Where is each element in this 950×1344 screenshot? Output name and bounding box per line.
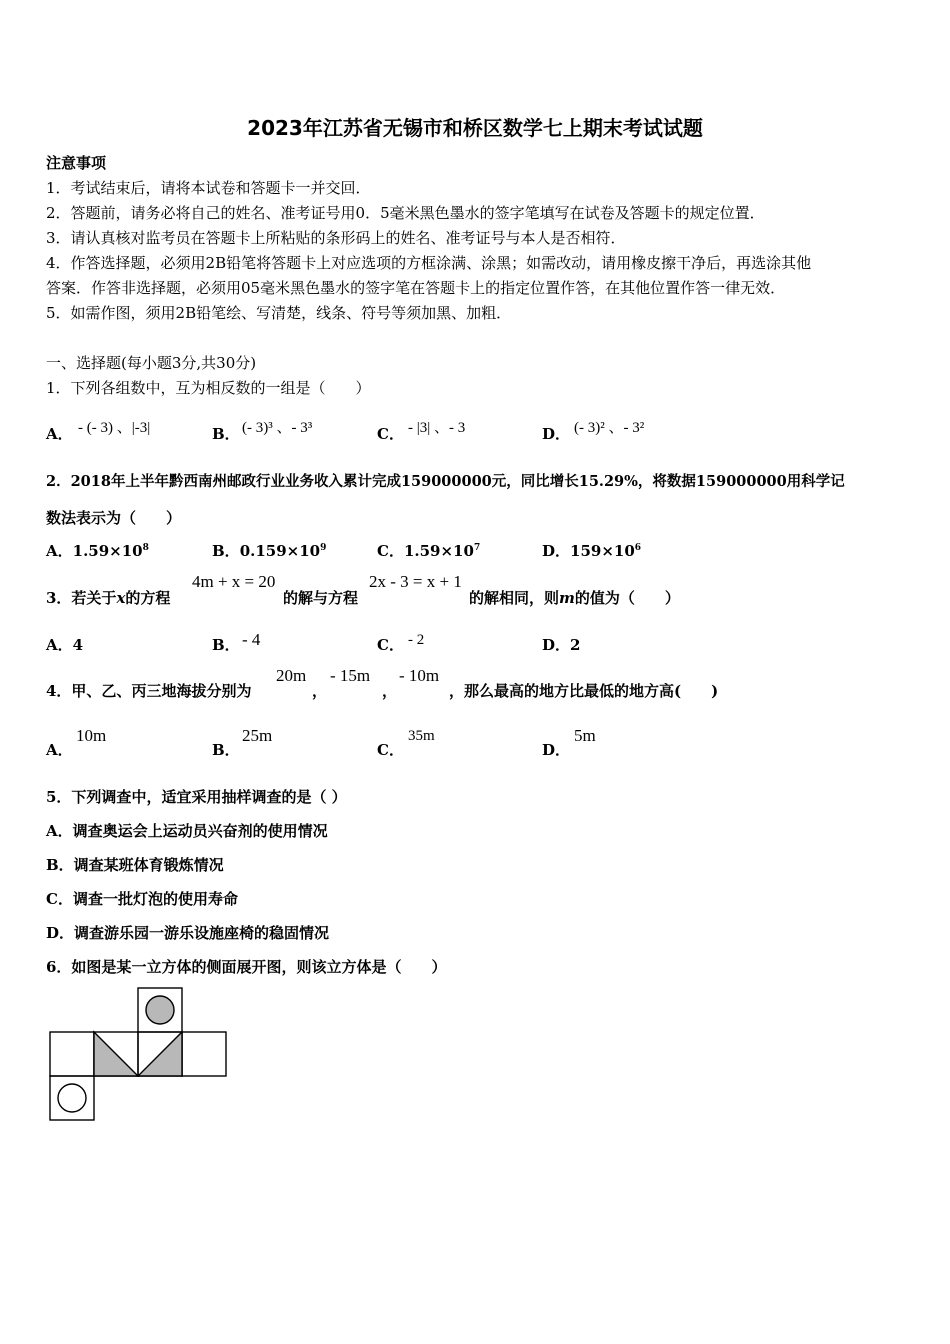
q2-option-d: D．$159\times 10^6$ <box>542 542 642 560</box>
q5-option-b: B．调查某班体育锻炼情况 <box>46 856 224 874</box>
q4-stem-part1: 4．甲、乙、丙三地海拔分别为 <box>46 682 252 700</box>
q3-stem-part1: 3．若关于x的方程 <box>46 589 171 607</box>
q4-option-b-label: B． <box>212 741 240 759</box>
q3-stem-part3: 的解相同，则m的值为（ ） <box>469 589 680 607</box>
q1-option-d: (- 3)² 、- 3² <box>574 420 645 436</box>
q4-value-2: - 15m <box>330 666 371 685</box>
shaded-triangle-right <box>138 1032 182 1076</box>
q6-stem: 6．如图是某一立方体的侧面展开图，则该立方体是（ ） <box>46 958 447 976</box>
q4-value-1: 20m <box>276 666 307 685</box>
q5-option-c: C．调查一批灯泡的使用寿命 <box>46 890 238 908</box>
q1-option-c-label: C． <box>377 425 404 443</box>
q2-stem-1: 2．2018年上半年黔西南州邮政行业业务收入累计完成159000000元，同比增长15.29%，将数据159000000用科学记 <box>46 473 845 490</box>
q3-option-c-label: C． <box>377 636 404 654</box>
q5-option-d: D．调查游乐园一游乐设施座椅的稳固情况 <box>46 924 330 942</box>
section-heading: 一、选择题(每小题3分,共30分) <box>46 354 257 372</box>
q3-option-b: - 4 <box>242 630 261 649</box>
q4-stem-part2: ，那么最高的地方比最低的地方高( ) <box>449 682 719 700</box>
q4-option-a: 10m <box>76 726 107 745</box>
q4-sep-2: ， <box>382 682 398 700</box>
q4-option-c: 35m <box>408 728 435 744</box>
note-2: 2．答题前，请务必将自己的姓名、准考证号用0．5毫米黑色墨水的签字笔填写在试卷及答题卡的规定位置． <box>46 204 765 222</box>
q3-option-b-label: B． <box>212 636 240 654</box>
cube-net-figure <box>48 987 230 1121</box>
shaded-triangle-left <box>94 1032 138 1076</box>
q1-option-d-label: D． <box>542 425 571 443</box>
net-square-4 <box>182 1032 226 1076</box>
q2-option-a: A．$1.59\times 10^8$ <box>46 542 149 560</box>
q4-option-b: 25m <box>242 726 273 745</box>
empty-circle-shape <box>58 1084 86 1112</box>
q5-stem: 5．下列调查中，适宜采用抽样调查的是（ ） <box>46 788 347 806</box>
note-4-cont: 答案．作答非选择题，必须用05毫米黑色墨水的签字笔在答题卡上的指定位置作答，在其他位置作答一律无效． <box>46 279 786 297</box>
q1-option-a-label: A． <box>46 425 73 443</box>
note-3: 3．请认真核对监考员在答题卡上所粘贴的条形码上的姓名、准考证号与本人是否相符． <box>46 229 626 247</box>
note-4: 4．作答选择题，必须用2B铅笔将答题卡上对应选项的方框涂满、涂黑；如需改动，请用橡皮擦干净后，再选涂其他 <box>46 254 812 272</box>
q1-option-b: (- 3)³ 、- 3³ <box>242 420 313 436</box>
q2-stem-2: 数法表示为（ ） <box>46 509 182 527</box>
q3-option-a: A．4 <box>46 636 84 654</box>
note-1: 1．考试结束后，请将本试卷和答题卡一并交回． <box>46 179 371 197</box>
q5-option-a: A．调查奥运会上运动员兴奋剂的使用情况 <box>46 822 328 840</box>
net-square-1 <box>50 1032 94 1076</box>
q3-stem-part2: 的解与方程 <box>283 589 359 607</box>
q1-option-c: - |3| 、- 3 <box>408 420 466 436</box>
q3-option-d: D．2 <box>542 636 581 654</box>
q4-option-a-label: A． <box>46 741 73 759</box>
q4-option-d: 5m <box>574 726 596 745</box>
q1-option-b-label: B． <box>212 425 240 443</box>
filled-circle-shape <box>146 996 174 1024</box>
q4-sep-1: ， <box>312 682 328 700</box>
q3-option-c: - 2 <box>408 632 425 648</box>
q1-stem: 1．下列各组数中，互为相反数的一组是（ ） <box>46 379 371 397</box>
q3-equation-2: 2x - 3 = x + 1 <box>369 572 462 591</box>
q4-option-c-label: C． <box>377 741 404 759</box>
q4-option-d-label: D． <box>542 741 571 759</box>
page-title: 2023年江苏省无锡市和桥区数学七上期末考试试题 <box>247 116 703 140</box>
q4-value-3: - 10m <box>399 666 440 685</box>
note-5: 5．如需作图，须用2B铅笔绘、写清楚，线条、符号等须加黑、加粗． <box>46 304 512 322</box>
q2-option-c: C．$1.59\times 10^7$ <box>377 542 481 560</box>
q2-option-b: B．$0.159\times 10^9$ <box>212 542 327 560</box>
notes-heading: 注意事项 <box>46 154 107 172</box>
q1-option-a: - (- 3) 、|-3| <box>78 420 151 436</box>
q3-equation-1: 4m + x = 20 <box>192 572 276 591</box>
